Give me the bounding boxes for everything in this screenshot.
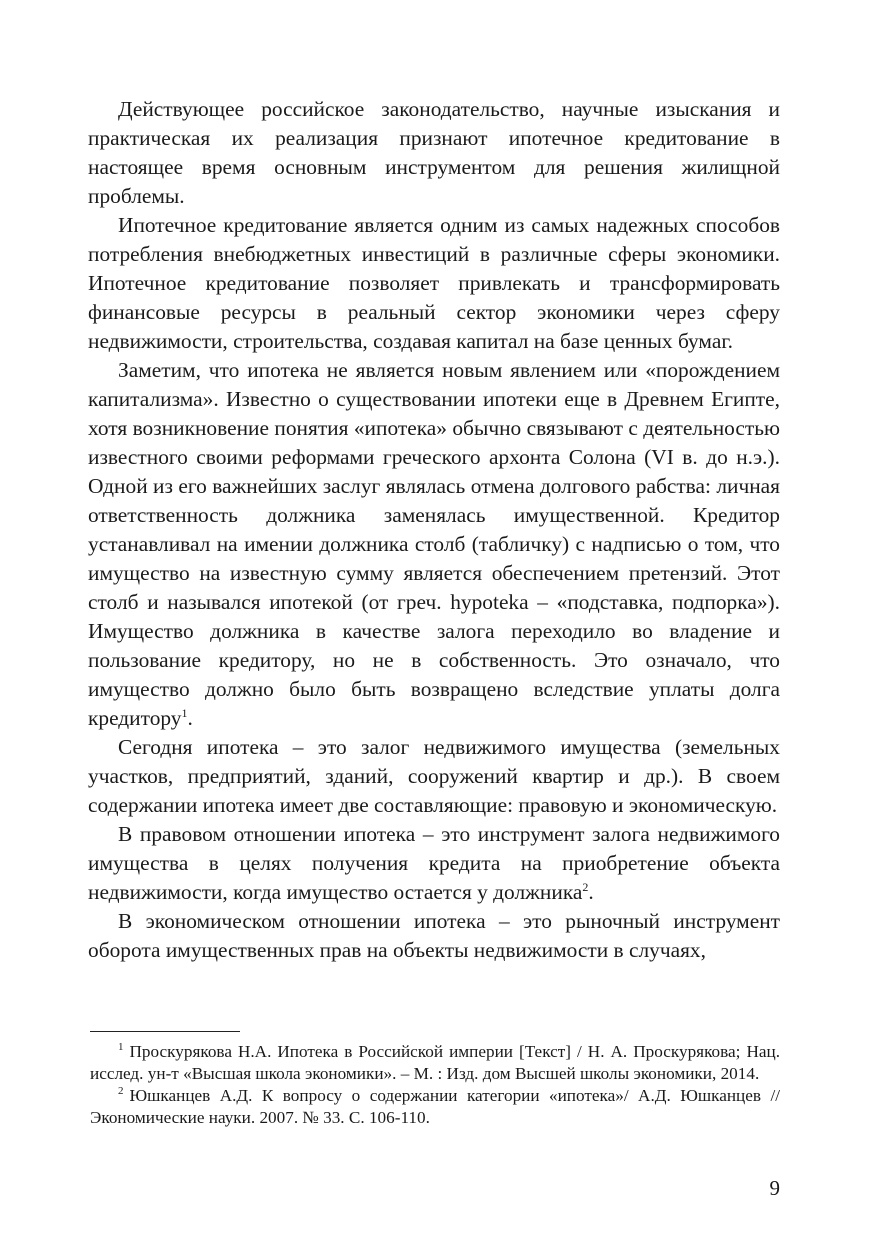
- paragraph-6: В экономическом отношении ипотека – это рыночный инструмент оборота имущественных прав на объекты недвижимости в случаях,: [88, 909, 780, 962]
- page-number: 9: [769, 1176, 780, 1200]
- footnote-ref-2[interactable]: 2: [582, 879, 589, 894]
- main-text: [88, 95, 780, 965]
- footnote-1: $^1$ Проскурякова Н.А. Ипотека в Российской империи [Текст] / Н. А. Проскурякова; Нац. исслед. ун-т «Высшая школа экономики». – М. : Изд. дом Высшей школы экономики, 2014.: [90, 1041, 780, 1083]
- footnotes: [90, 1041, 780, 1129]
- footnote-2: $^2$ Юшканцев А.Д. К вопросу о содержании категории «ипотека»/ А.Д. Юшканцев // Экономические науки. 2007. № 33. С. 106-110.: [90, 1085, 780, 1127]
- paragraph-4: Сегодня ипотека – это залог недвижимого имущества (земельных участков, предприятий, зданий, сооружений квартир и др.). В своем содержании ипотека имеет две составляющие: правовую и экономическую.: [88, 735, 780, 817]
- paragraph-1: Действующее российское законодательство, научные изыскания и практическая их реализация признают ипотечное кредитование в настоящее время основным инструментом для решения жилищной проблемы.: [88, 97, 780, 208]
- paragraph-2: Ипотечное кредитование является одним из самых надежных способов потребления внебюджетных инвестиций в различные сферы экономики. Ипотечное кредитование позволяет привлекать и трансформировать финансовые ресурсы в реальный сектор экономики через сферу недвижимости, строительства, создавая капитал на базе ценных бумаг.: [88, 213, 780, 353]
- footnote-number: 1: [118, 1041, 124, 1054]
- footnote-number: 2: [118, 1085, 124, 1098]
- footnote-ref-1[interactable]: 1: [181, 705, 188, 720]
- paragraph-5: В правовом отношении ипотека – это инструмент залога недвижимого имущества в целях получения кредита на приобретение объекта недвижимости, когда имущество остается у должника$^2$.: [88, 822, 780, 904]
- paragraph-3: Заметим, что ипотека не является новым явлением или «порождением капитализма». Известно о существовании ипотеки еще в Древнем Египте, хотя возникновение понятия «ипотека» обычно связывают с деятельностью известного своими реформами греческого архонта Солона (VI в. до н.э.). Одной из его важнейших заслуг являлась отмена долгового рабства: личная ответственность должника заменялась имущественной. Кредитор устанавливал на имении должника столб (табличку) с надписью о том, что имущество на известную сумму является обеспечением претензий. Этот столб и назывался ипотекой (от греч. hypoteka – «подставка, подпорка»). Имущество должника в качестве залога переходило во владение и пользование кредитору, но не в собственность. Это означало, что имущество должно было быть возвращено вследствие уплаты долга кредитору$^1$.: [88, 358, 780, 730]
- footnote-divider: [90, 1031, 240, 1032]
